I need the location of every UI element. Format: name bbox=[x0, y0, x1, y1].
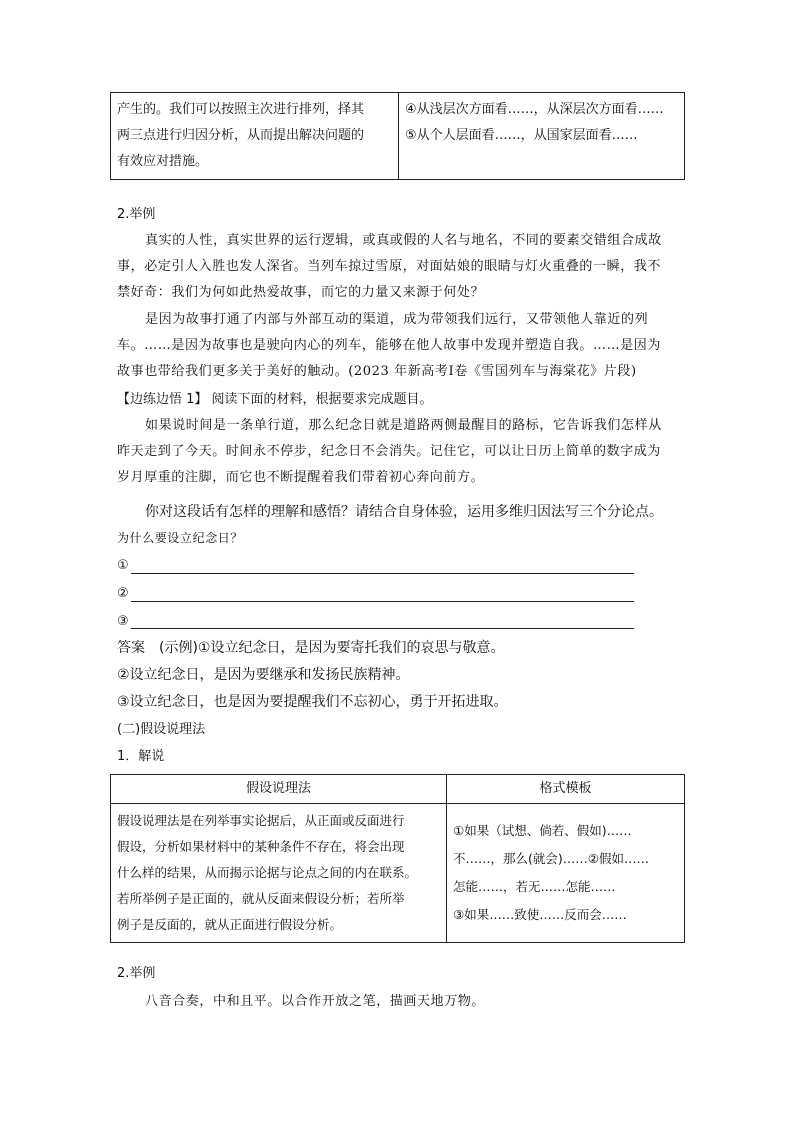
table2-left-line: 什么样的结果，从而揭示论据与论点之间的内在联系。 bbox=[117, 865, 418, 880]
table1-left-line: 两三点进行归因分析，从而提出解决问题的 bbox=[117, 128, 365, 143]
answer-marker: ③ bbox=[117, 614, 129, 629]
table2-right-line: ①如果（试想、倘若、假如)…… bbox=[453, 823, 632, 838]
table2-left-line: 假设，分析如果材料中的某种条件不存在，将会出现 bbox=[117, 839, 405, 854]
example-line: 事，必定引人入胜也发人深省。当列车掠过雪原，对面姑娘的眼睛与灯火重叠的一瞬，我不 bbox=[117, 259, 662, 274]
section-heading: (二)假设说理法 bbox=[117, 722, 206, 737]
sub-question: 为什么要设立纪念日？ bbox=[117, 531, 244, 545]
example-line: 是因为故事打通了内部与外部互动的渠道，成为带领我们远行，又带领他人靠近的列 bbox=[145, 312, 649, 327]
answer-blank-line[interactable] bbox=[131, 573, 634, 574]
table1-left-cell bbox=[111, 93, 399, 180]
table1-right-line: ⑤从个人层面看……，从国家层面看…… bbox=[405, 128, 638, 143]
section-title: 2.举例 bbox=[117, 966, 156, 981]
subsection-heading: 1．解说 bbox=[117, 749, 165, 764]
table2-right-line: 怎能……，若无……怎能…… bbox=[453, 879, 616, 894]
table2-right-line: ③如果……致使……反而会…… bbox=[453, 907, 627, 922]
example-line: 故事也带给我们更多关于美好的触动。(2023 年新高考Ⅰ卷《雪国列车与海棠花》片段) bbox=[117, 364, 637, 379]
answer-line: 答案 (示例)①设立纪念日，是因为要寄托我们的哀思与敬意。 bbox=[117, 640, 505, 656]
practice-line: 如果说时间是一条单行道，那么纪念日就是道路两侧最醒目的路标，它告诉我们怎样从 bbox=[145, 418, 662, 433]
table1-left-line: 产生的。我们可以按照主次进行排列，择其 bbox=[117, 102, 365, 117]
hypothesis-method-table bbox=[110, 774, 685, 943]
answer-blank-line[interactable] bbox=[131, 628, 634, 629]
table2-left-line: 若所举例子是正面的，就从反面来假设分析；若所举 bbox=[117, 891, 405, 906]
section-title: 2.举例 bbox=[117, 207, 156, 222]
table2-right-cell bbox=[447, 804, 685, 943]
example-line: 八音合奏，中和且平。以合作开放之笔，描画天地万物。 bbox=[145, 994, 486, 1009]
practice-line: 昨天走到了今天。时间永不停步，纪念日不会消失。记住它，可以让日历上简单的数字成为 bbox=[117, 444, 662, 459]
answer-line: ②设立纪念日，是因为要继承和发扬民族精神。 bbox=[117, 667, 410, 683]
table1-right-cell bbox=[399, 93, 685, 180]
table2-right-line: 不……，那么(就会)……②假如…… bbox=[453, 851, 649, 866]
answer-blank-line[interactable] bbox=[131, 601, 634, 602]
table2-header-right: 格式模板 bbox=[447, 775, 685, 804]
answer-marker: ② bbox=[117, 586, 129, 601]
answer-marker: ① bbox=[117, 558, 129, 573]
example-line: 车。……是因为故事也是驶向内心的列车，能够在他人故事中发现并塑造自我。……是因为 bbox=[117, 338, 662, 353]
continuation-table bbox=[110, 92, 685, 180]
answer-line: ③设立纪念日，也是因为要提醒我们不忘初心，勇于开拓进取。 bbox=[117, 694, 508, 710]
example-line: 真实的人性，真实世界的运行逻辑，或真或假的人名与地名，不同的要素交错组合成故 bbox=[145, 233, 662, 248]
question-text: 你对这段话有怎样的理解和感悟？请结合自身体验，运用多维归因法写三个分论点。 bbox=[145, 504, 663, 520]
practice-line: 岁月厚重的注脚，而它也不断提醒着我们带着初心奔向前方。 bbox=[117, 470, 485, 485]
example-line: 禁好奇：我们为何如此热爱故事，而它的力量又来源于何处？ bbox=[117, 285, 485, 300]
table2-left-line: 例子是反面的，就从正面进行假设分析。 bbox=[117, 917, 343, 932]
table2-header-left: 假设说理法 bbox=[111, 775, 447, 804]
table2-left-line: 假设说理法是在列举事实论据后，从正面或反面进行 bbox=[117, 813, 405, 828]
table2-left-cell bbox=[111, 804, 447, 943]
table1-right-line: ④从浅层次方面看……，从深层次方面看…… bbox=[405, 102, 664, 117]
practice-title: 【边练边悟 1】 阅读下面的材料，根据要求完成题目。 bbox=[117, 392, 433, 407]
table1-left-line: 有效应对措施。 bbox=[117, 154, 209, 169]
